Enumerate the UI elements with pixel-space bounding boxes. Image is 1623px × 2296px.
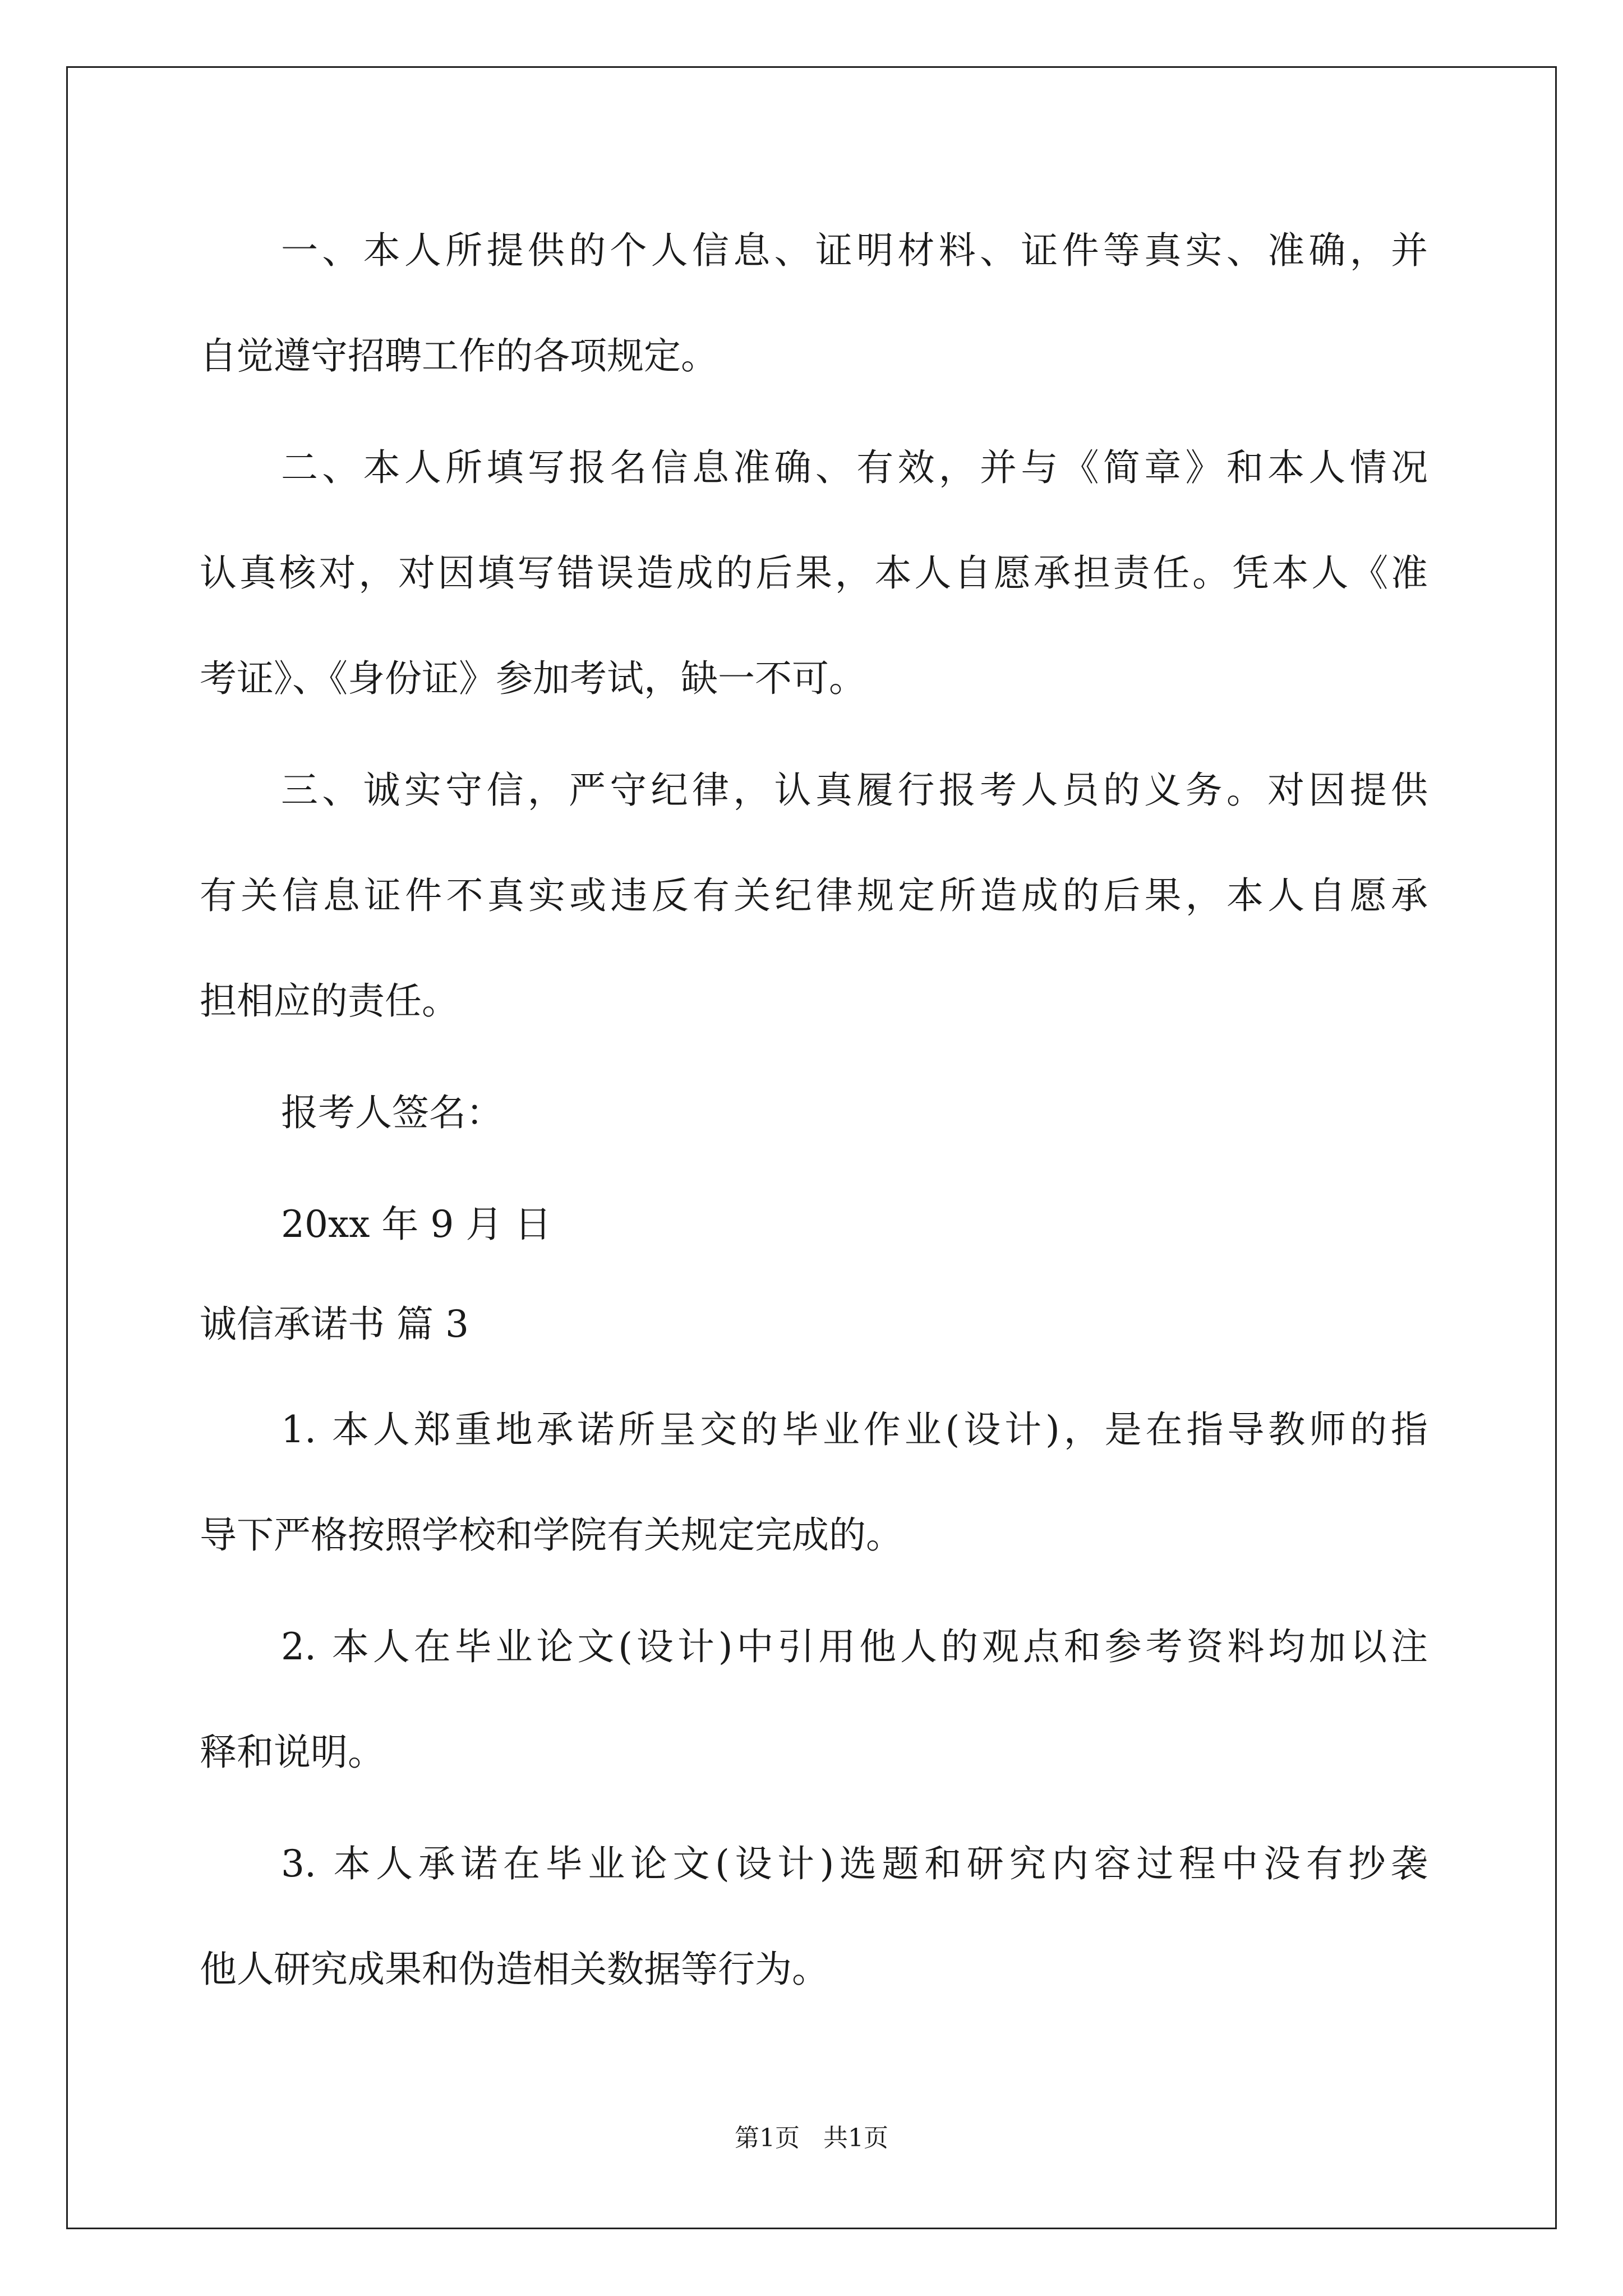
- page-border: [66, 66, 1557, 2229]
- item-3-line-2: 他人研究成果和伪造相关数据等行为。: [200, 1948, 829, 1991]
- item-2-line-1: 2. 本人在毕业论文(设计)中引用他人的观点和参考资料均加以注: [281, 1625, 1428, 1668]
- section-heading: 诚信承诺书 篇 3: [200, 1303, 469, 1346]
- item-1-line-1: 1. 本人郑重地承诺所呈交的毕业作业(设计)，是在指导教师的指: [281, 1408, 1428, 1451]
- paragraph-1-line-2: 自觉遵守招聘工作的各项规定。: [200, 334, 718, 378]
- page-footer: 第1页 共1页: [735, 2124, 888, 2152]
- item-2-line-2: 释和说明。: [200, 1731, 385, 1774]
- paragraph-3-line-1: 三、诚实守信，严守纪律，认真履行报考人员的义务。对因提供: [281, 769, 1428, 812]
- date-line: 20xx 年 9 月 日: [281, 1203, 552, 1246]
- paragraph-1-line-1: 一、本人所提供的个人信息、证明材料、证件等真实、准确，并: [281, 229, 1428, 272]
- paragraph-2-line-1: 二、本人所填写报名信息准确、有效，并与《简章》和本人情况: [281, 446, 1428, 489]
- paragraph-3-line-3: 担相应的责任。: [200, 979, 459, 1023]
- item-3-line-1: 3. 本人承诺在毕业论文(设计)选题和研究内容过程中没有抄袭: [281, 1842, 1428, 1885]
- paragraph-3-line-2: 有关信息证件不真实或违反有关纪律规定所造成的后果，本人自愿承: [200, 874, 1428, 917]
- paragraph-2-line-3: 考证》、《身份证》参加考试，缺一不可。: [200, 657, 866, 700]
- signature-line: 报考人签名：: [281, 1091, 503, 1134]
- item-1-line-2: 导下严格按照学校和学院有关规定完成的。: [200, 1513, 903, 1557]
- paragraph-2-line-2: 认真核对，对因填写错误造成的后果，本人自愿承担责任。凭本人《准: [200, 551, 1428, 595]
